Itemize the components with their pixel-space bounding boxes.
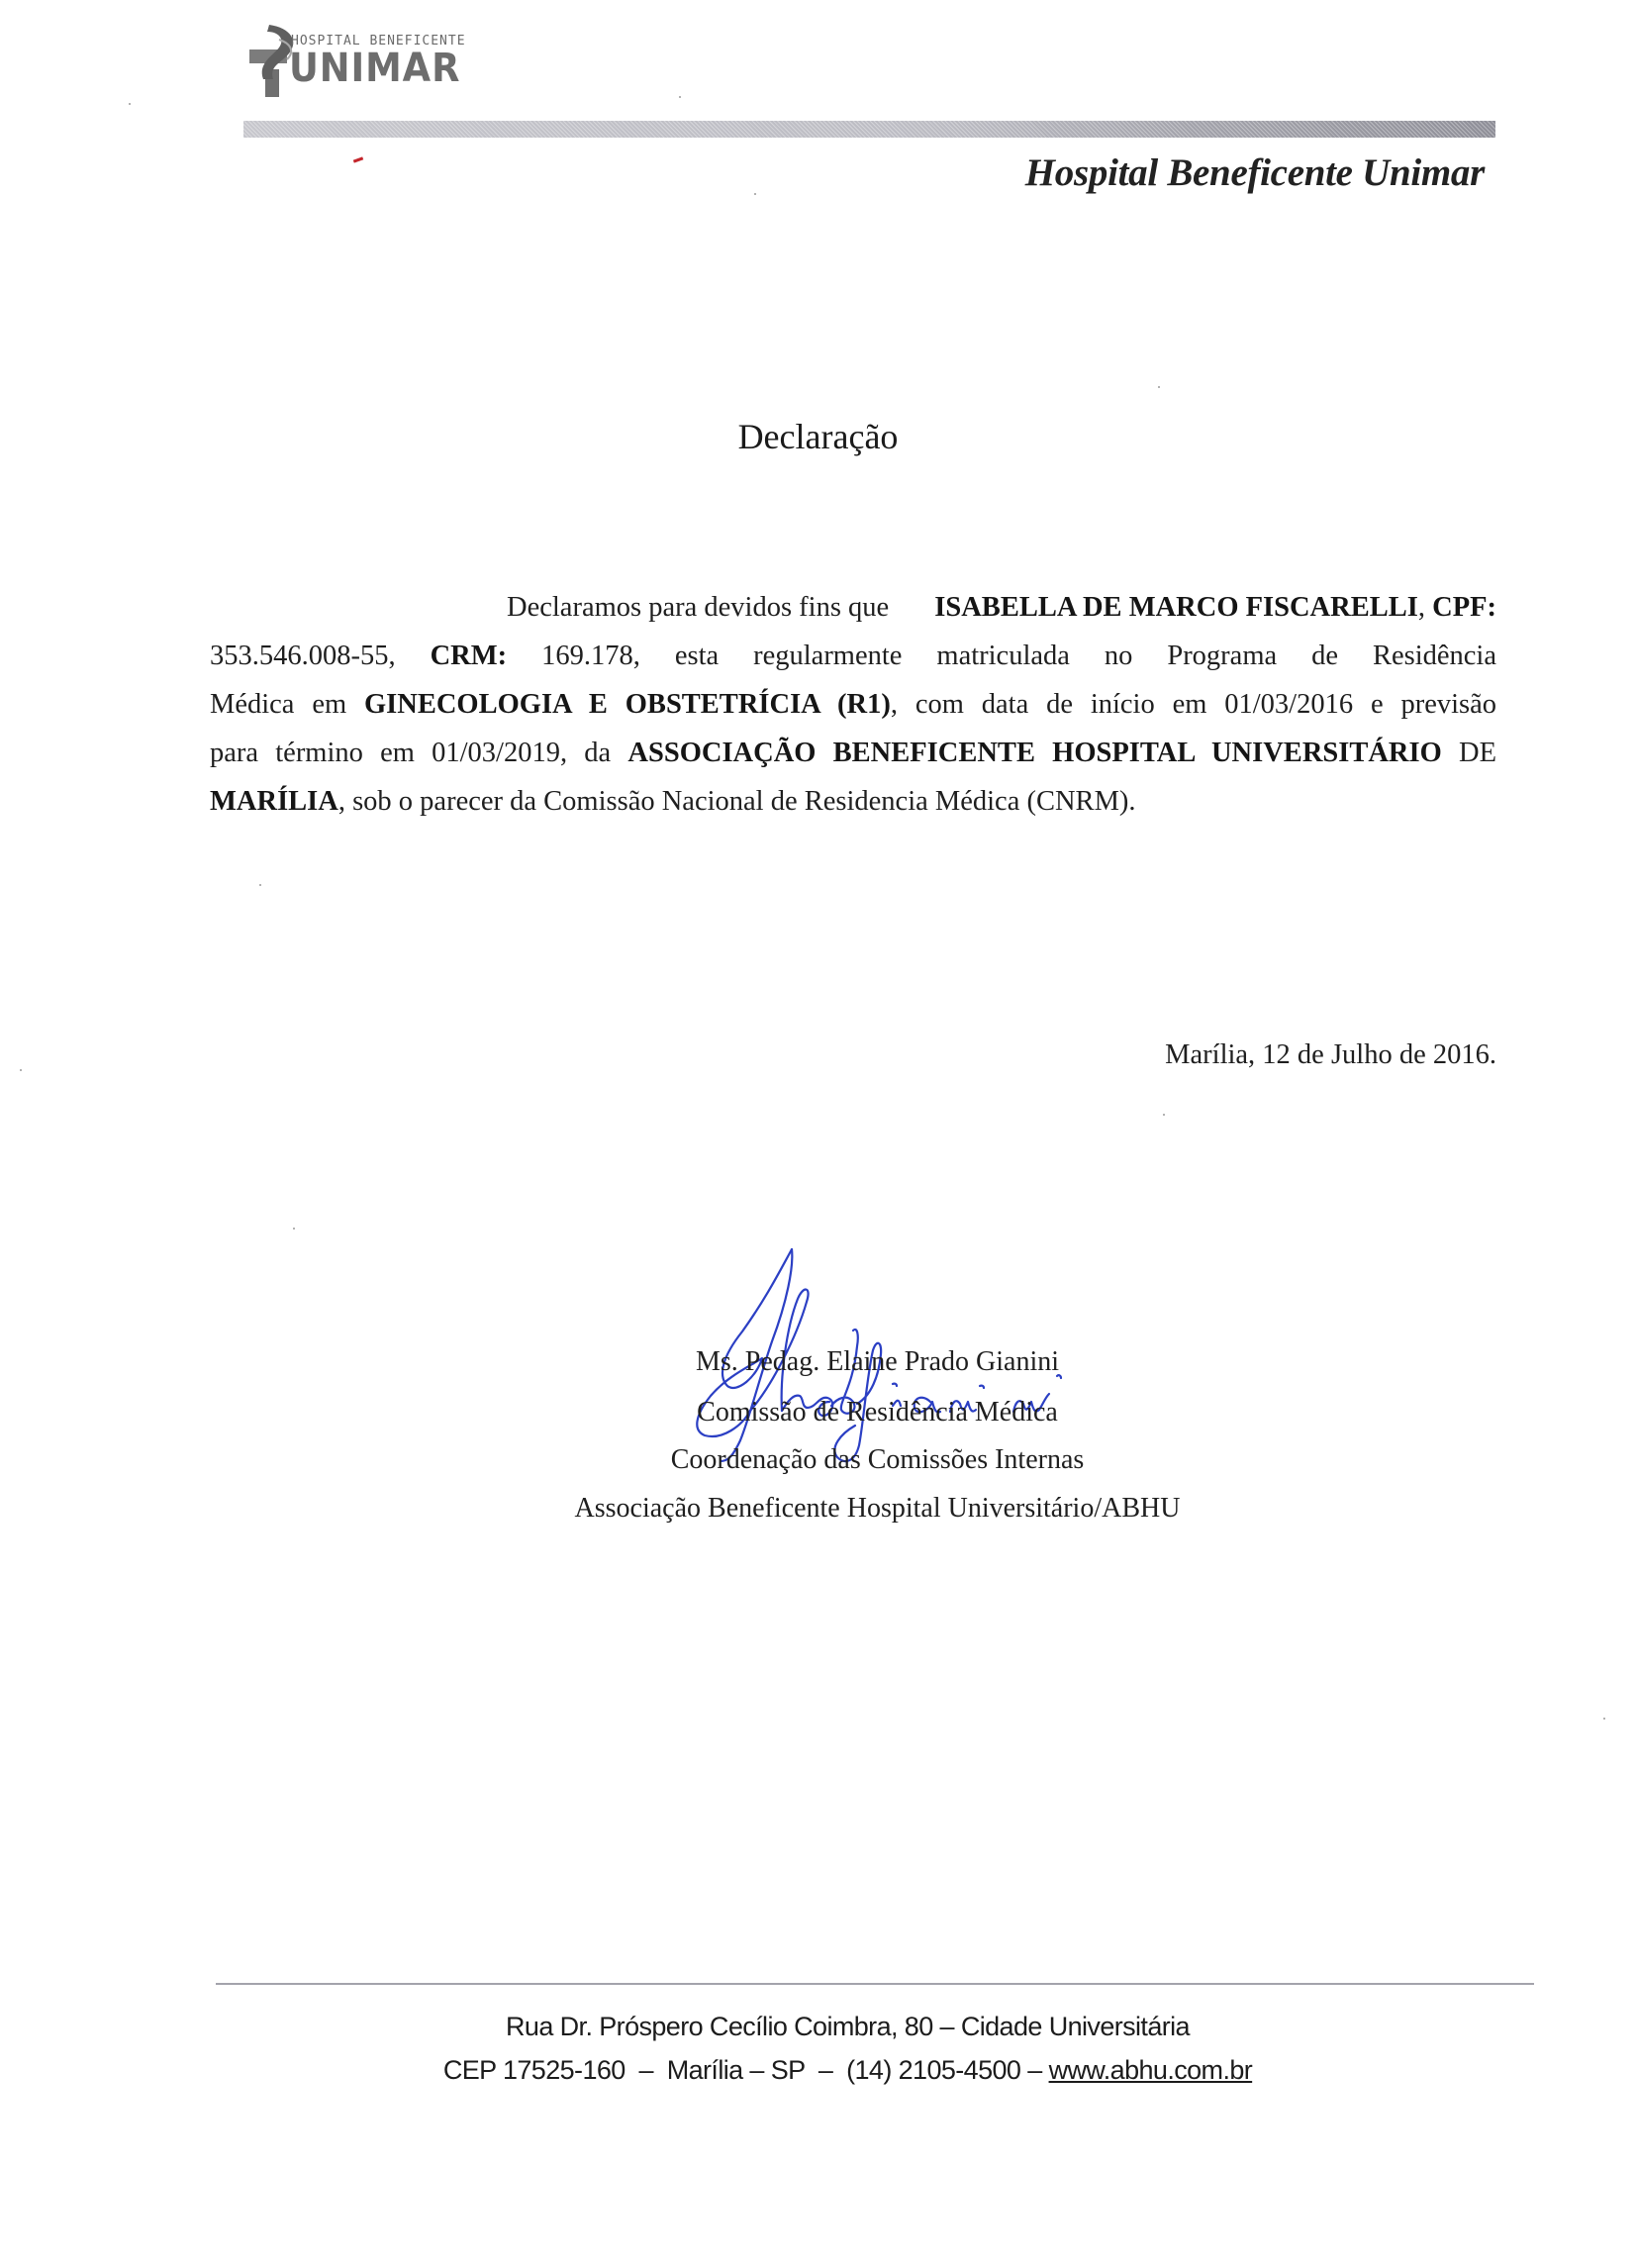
scan-speck	[1158, 386, 1160, 388]
footer-contact-info: CEP 17525-160 – Marília – SP – (14) 2105-4500 –	[442, 2055, 1049, 2085]
institution-name: ASSOCIAÇÃO BENEFICENTE HOSPITAL UNIVERSITÁRIO	[627, 738, 1442, 768]
crm-and-program: 169.178, esta regularmente matriculada no Programa de Residência	[507, 641, 1497, 671]
scan-speck	[259, 884, 261, 886]
cpf-label: CPF:	[1432, 592, 1496, 623]
comma: ,	[1417, 592, 1433, 623]
paragraph-line-4	[210, 737, 1496, 770]
paragraph-line-2	[210, 640, 1496, 673]
closing-text: , sob o parecer da Comissão Nacional de Residencia Médica (CNRM).	[337, 786, 1136, 817]
scan-speck	[754, 193, 756, 195]
crm-label: CRM:	[430, 641, 508, 671]
header-band	[243, 121, 1495, 138]
line4-tail: DE	[1441, 738, 1496, 768]
signatory-organization: Associação Beneficente Hospital Universitário/ABHU	[574, 1493, 1181, 1524]
end-date-text: para término em 01/03/2019, da	[210, 738, 628, 768]
hospital-logo	[249, 20, 487, 99]
specialty: GINECOLOGIA E OBSTETRÍCIA (R1)	[364, 689, 891, 720]
city-name: MARÍLIA	[210, 786, 338, 817]
scan-speck	[1603, 1718, 1605, 1720]
place-date: Marília, 12 de Julho de 2016.	[1165, 1039, 1496, 1070]
paragraph-line-3	[210, 688, 1496, 722]
website-link[interactable]: www.abhu.com.br	[1048, 2055, 1253, 2085]
signatory-role-1: Comissão de Residência Médica	[697, 1397, 1058, 1428]
signatory-name: Ms. Pedag. Elaine Prado Gianini	[695, 1346, 1060, 1377]
paragraph-line-1	[507, 591, 1496, 625]
scan-speck	[679, 96, 681, 98]
cpf-value: 353.546.008-55,	[210, 641, 431, 671]
logo-wordmark: UNIMAR	[289, 46, 461, 91]
scan-speck	[129, 103, 131, 105]
resident-name: ISABELLA DE MARCO FISCARELLI	[934, 592, 1418, 623]
signatory-role-2: Coordenação das Comissões Internas	[670, 1444, 1085, 1475]
logo-subtitle: HOSPITAL BENEFICENTE	[291, 34, 466, 49]
document-title: Declaração	[737, 417, 899, 456]
footer-divider	[216, 1983, 1534, 1985]
scan-speck	[20, 1069, 22, 1071]
footer-contact	[30, 2055, 1636, 2086]
line3-lead: Médica em	[210, 689, 364, 720]
start-date-text: , com data de início em 01/03/2016 e previsão	[890, 689, 1496, 720]
red-ink-mark	[353, 156, 363, 162]
footer-address: Rua Dr. Próspero Cecílio Coimbra, 80 – Cidade Universitária	[506, 2012, 1190, 2041]
intro-text: Declaramos para devidos fins que	[507, 592, 890, 623]
hospital-name: Hospital Beneficente Unimar	[1024, 151, 1485, 194]
paragraph-line-5	[210, 785, 1496, 819]
scan-speck	[293, 1228, 295, 1230]
scan-speck	[1163, 1114, 1165, 1116]
